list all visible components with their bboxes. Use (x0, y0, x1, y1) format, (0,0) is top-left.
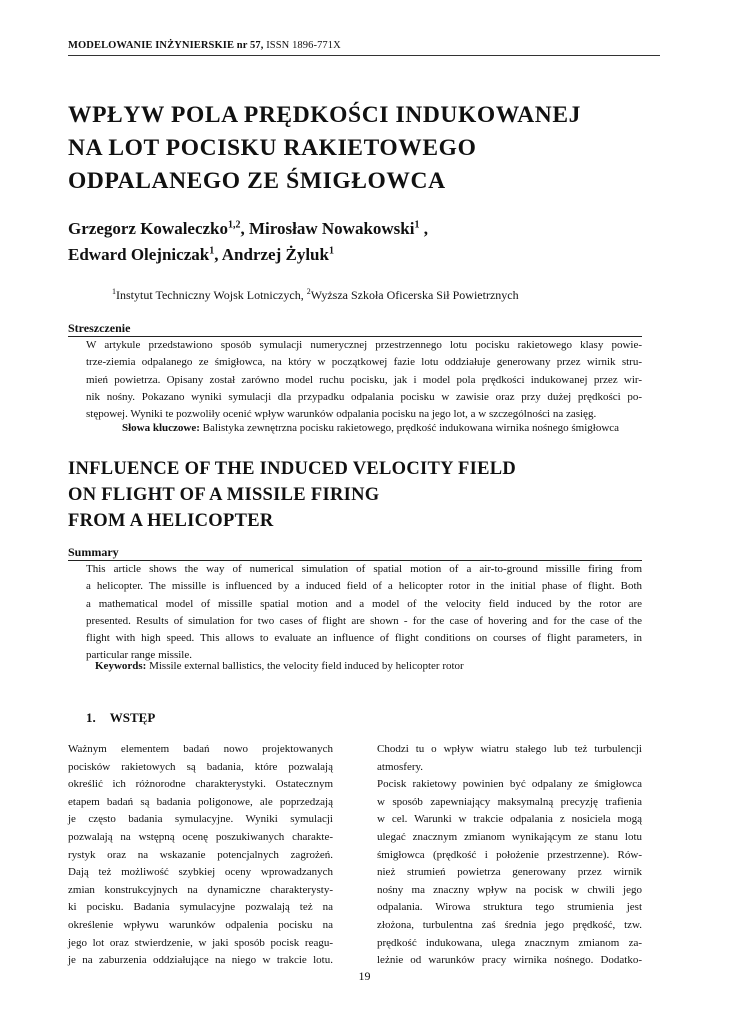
body-column-left (68, 741, 333, 970)
title-en-line: ON FLIGHT OF A MISSILE FIRING (68, 485, 380, 505)
issn: ISSN 1896-771X (266, 40, 341, 51)
body-line: określić ich różnorodne charakterystyki. Ostatecznym (68, 778, 333, 791)
body-line: złożona, turbulentna zaś średnia jego prędkość, tzw. (377, 918, 642, 931)
summary-heading: Summary (68, 545, 119, 559)
summary-line: This article shows the way of numerical simulation of spatial motion of a air-to-ground missille firing from (86, 563, 642, 575)
keywords-text: Missile external ballistics, the velocity field induced by helicopter rotor (149, 660, 464, 672)
author-name: Andrzej Żyluk (221, 245, 329, 264)
abstract-line: mień powietrza. Opisany został zarówno model ruchu pocisku, jak i model pola prędkości indukowanej przez wir- (86, 373, 642, 386)
page-number: 19 (358, 969, 371, 983)
author-affil-sup: 1 (328, 245, 334, 257)
body-line: w cel. Warunki w trakcie odpalania z nosiciela mogą (377, 813, 642, 826)
journal-header (68, 40, 660, 51)
author-affil-sup: 1 (414, 219, 420, 231)
body-line: atmosfery. (377, 760, 424, 773)
summary-line: a mathematical model of missille spatial motion and a model of the velocity field induced by the rotor are (86, 597, 642, 610)
keywords (95, 660, 464, 672)
affiliations (112, 287, 519, 303)
author-name: Edward Olejniczak (68, 245, 210, 264)
summary-line: flight with high speed. This allows to evaluate an influence of flight conditions on courses of flight parameters, in (86, 632, 642, 645)
author-affil-sup: 1,2 (228, 219, 241, 231)
keywords-label: Keywords: (95, 660, 147, 672)
body-line: Pocisk rakietowy powinien być odpalany ze śmigłowca (377, 778, 642, 791)
authors-line-1: Grzegorz Kowaleczko$^{1,2}$, Mirosław Nowakowski$^1$ , (68, 219, 428, 238)
body-line: ulegać znacznym zmianom wynikającym ze stanu lotu (377, 830, 642, 843)
body-line: odpalania. Wirowa struktura tego strumienia jest (377, 901, 642, 914)
title-pl-line: WPŁYW POLA PRĘDKOŚCI INDUKOWANEJ (68, 102, 581, 128)
body-line: Dają też możliwość szybkiej oceny wprowadzanych (68, 866, 333, 879)
abstract-line: stępowej. Wyniki te pozwoliły ocenić wpływ warunków odpalania pocisku na jego lot, a w szczególności na zasięg. (86, 408, 597, 421)
title-en-line: FROM A HELICOPTER (68, 511, 274, 531)
journal-name: MODELOWANIE INŻYNIERSKIE nr 57, (68, 40, 264, 51)
abstract-line: nik nośny. Pokazano wyniki symulacji dla przypadku odpalania pocisku w zawisie oraz przy dużej prędkości po- (86, 390, 642, 403)
abstract-line: trze-ziemia odpalanego ze śmigłowca, na który w początkowej fazie lotu oddziałuje generowany przez wirnik stru- (86, 356, 642, 369)
title-en-line: INFLUENCE OF THE INDUCED VELOCITY FIELD (68, 459, 517, 479)
body-line: zmian konstrukcyjnych na dynamiczne charakterysty- (68, 883, 333, 896)
paper-title-pl (68, 99, 668, 198)
section-heading (86, 710, 155, 726)
body-line: nośny ma znaczny wpływ na pocisk w chwili jego (377, 883, 642, 896)
body-line: ki pocisku. Badania symulacyjne pozwalają też na (68, 901, 333, 914)
body-line: etapem badań są badania poligonowe, ale poprzedzają (68, 795, 333, 808)
summary-body (86, 561, 642, 665)
title-pl-line: ODPALANEGO ZE ŚMIGŁOWCA (68, 168, 446, 194)
body-line: w sposób zapewniający maksymalną precyzję trafienia (377, 795, 642, 808)
author-name: Mirosław Nowakowski (249, 219, 415, 238)
summary-line: presented. Results of simulation for two cases of flight are shown - for the case of hovering and for the case of the (86, 614, 642, 627)
body-line: rystyk oraz na wskazanie potencjalnych zagrożeń. (68, 848, 333, 861)
author-name: Grzegorz Kowaleczko (68, 219, 229, 238)
body-line: prędkość indukowana, ulega znacznym zmianom za- (377, 936, 642, 949)
section-title: WSTĘP (109, 710, 156, 725)
body-line: Ważnym elementem badań nowo projektowanych (68, 743, 333, 755)
body-column-right (377, 741, 642, 970)
abstract-line: W artykule przedstawiono sposób symulacji numerycznej przestrzennego lotu pocisku rakietowego klasy powie- (86, 339, 642, 351)
author-affil-sup: 1 (209, 245, 215, 257)
keywords-text: Balistyka zewnętrzna pocisku rakietowego, prędkość indukowana wirnika nośnego śmigłowca (202, 422, 620, 434)
body-line: pocisków rakietowych są badania, które pozwalają (68, 760, 333, 773)
body-line: nież strumień powietrza generowany przez wirnik (377, 866, 642, 879)
body-line: je często badania symulacyjne. Wyniki symulacji (68, 813, 333, 826)
affil-sup: 2 (306, 287, 311, 296)
affil-sup: 1 (112, 287, 116, 296)
streszczenie-body (86, 337, 642, 423)
keywords-label: Słowa kluczowe: (122, 422, 200, 434)
body-line: pozwalają na wstępną ocenę poszukiwanych charakte- (68, 830, 333, 843)
section-number: 1. (86, 710, 96, 725)
body-line: Chodzi tu o wpływ wiatru stałego lub też turbulencji (377, 743, 642, 755)
paper-title-en (68, 456, 668, 534)
body-line: śmigłowca (prędkość i położenie przestrzenne). Rów- (377, 848, 642, 861)
affiliation: Wyższa Szkoła Oficerska Sił Powietrznych (310, 288, 519, 302)
summary-line: a helicopter. The missille is influenced by a induced field of a helicopter rotor in the initial phase of flight. Both (86, 580, 642, 593)
summary-line: particular range missile. (86, 649, 192, 662)
affiliation: Instytut Techniczny Wojsk Lotniczych, (116, 288, 304, 302)
body-line: określenie wpływu warunków odpalenia pocisku na (68, 918, 333, 931)
authors (68, 216, 668, 268)
header-rule (68, 55, 660, 56)
body-line: je na zaburzenia oddziałujące na niego w trakcie lotu. (68, 954, 333, 967)
slowa-kluczowe (122, 422, 619, 434)
authors-line-2: Edward Olejniczak$^1$, Andrzej Żyluk$^1$ (68, 245, 334, 264)
body-line: jego lot oraz stwierdzenie, w jaki sposób pocisk reagu- (68, 936, 333, 949)
title-pl-line: NA LOT POCISKU RAKIETOWEGO (68, 135, 477, 161)
body-line: leżnie od warunków pracy wirnika nośnego. Dodatko- (377, 954, 642, 967)
streszczenie-heading: Streszczenie (68, 321, 131, 335)
